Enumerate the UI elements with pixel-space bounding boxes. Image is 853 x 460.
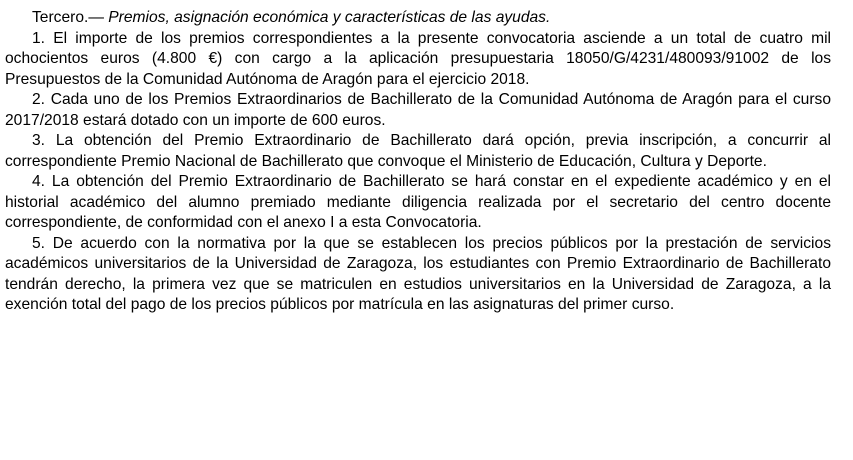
paragraph-4: 4. La obtención del Premio Extraordinario de Bachillerato se hará constar en el expediente académico y en el historial académico del alumno premiado mediante diligencia realizada por el secretario del centro docente correspondiente, de conformidad con el anexo I a esta Convocatoria. [5, 173, 831, 231]
section-title: Premios, asignación económica y características de las ayudas. [108, 9, 551, 26]
paragraph-3: 3. La obtención del Premio Extraordinario de Bachillerato dará opción, previa inscripción, a concurrir al correspondiente Premio Nacional de Bachillerato que convoque el Ministerio de Educación, Cultura y Deporte. [5, 132, 831, 170]
paragraph-1: 1. El importe de los premios correspondientes a la presente convocatoria asciende a un total de cuatro mil ochocientos euros (4.800 €) con cargo a la aplicación presupuestaria 18050/G/4231/480093/91002 de los Presupuestos de la Comunidad Autónoma de Aragón para el ejercicio 2018. [5, 29, 831, 88]
section-label: Tercero.— [32, 9, 104, 26]
paragraph-2: 2. Cada uno de los Premios Extraordinarios de Bachillerato de la Comunidad Autónoma de Aragón para el curso 2017/2018 estará dotado con un importe de 600 euros. [5, 91, 831, 129]
section-heading [5, 8, 831, 29]
document-body [5, 8, 831, 316]
paragraph-5: 5. De acuerdo con la normativa por la que se establecen los precios públicos por la prestación de servicios académicos universitarios de la Universidad de Zaragoza, los estudiantes con Premio Extraordinario de Bachillerato tendrán derecho, la primera vez que se matriculen en estudios universitarios en la Universidad de Zaragoza, a la exención total del pago de los precios públicos por matrícula en las asignaturas del primer curso. [5, 234, 831, 313]
